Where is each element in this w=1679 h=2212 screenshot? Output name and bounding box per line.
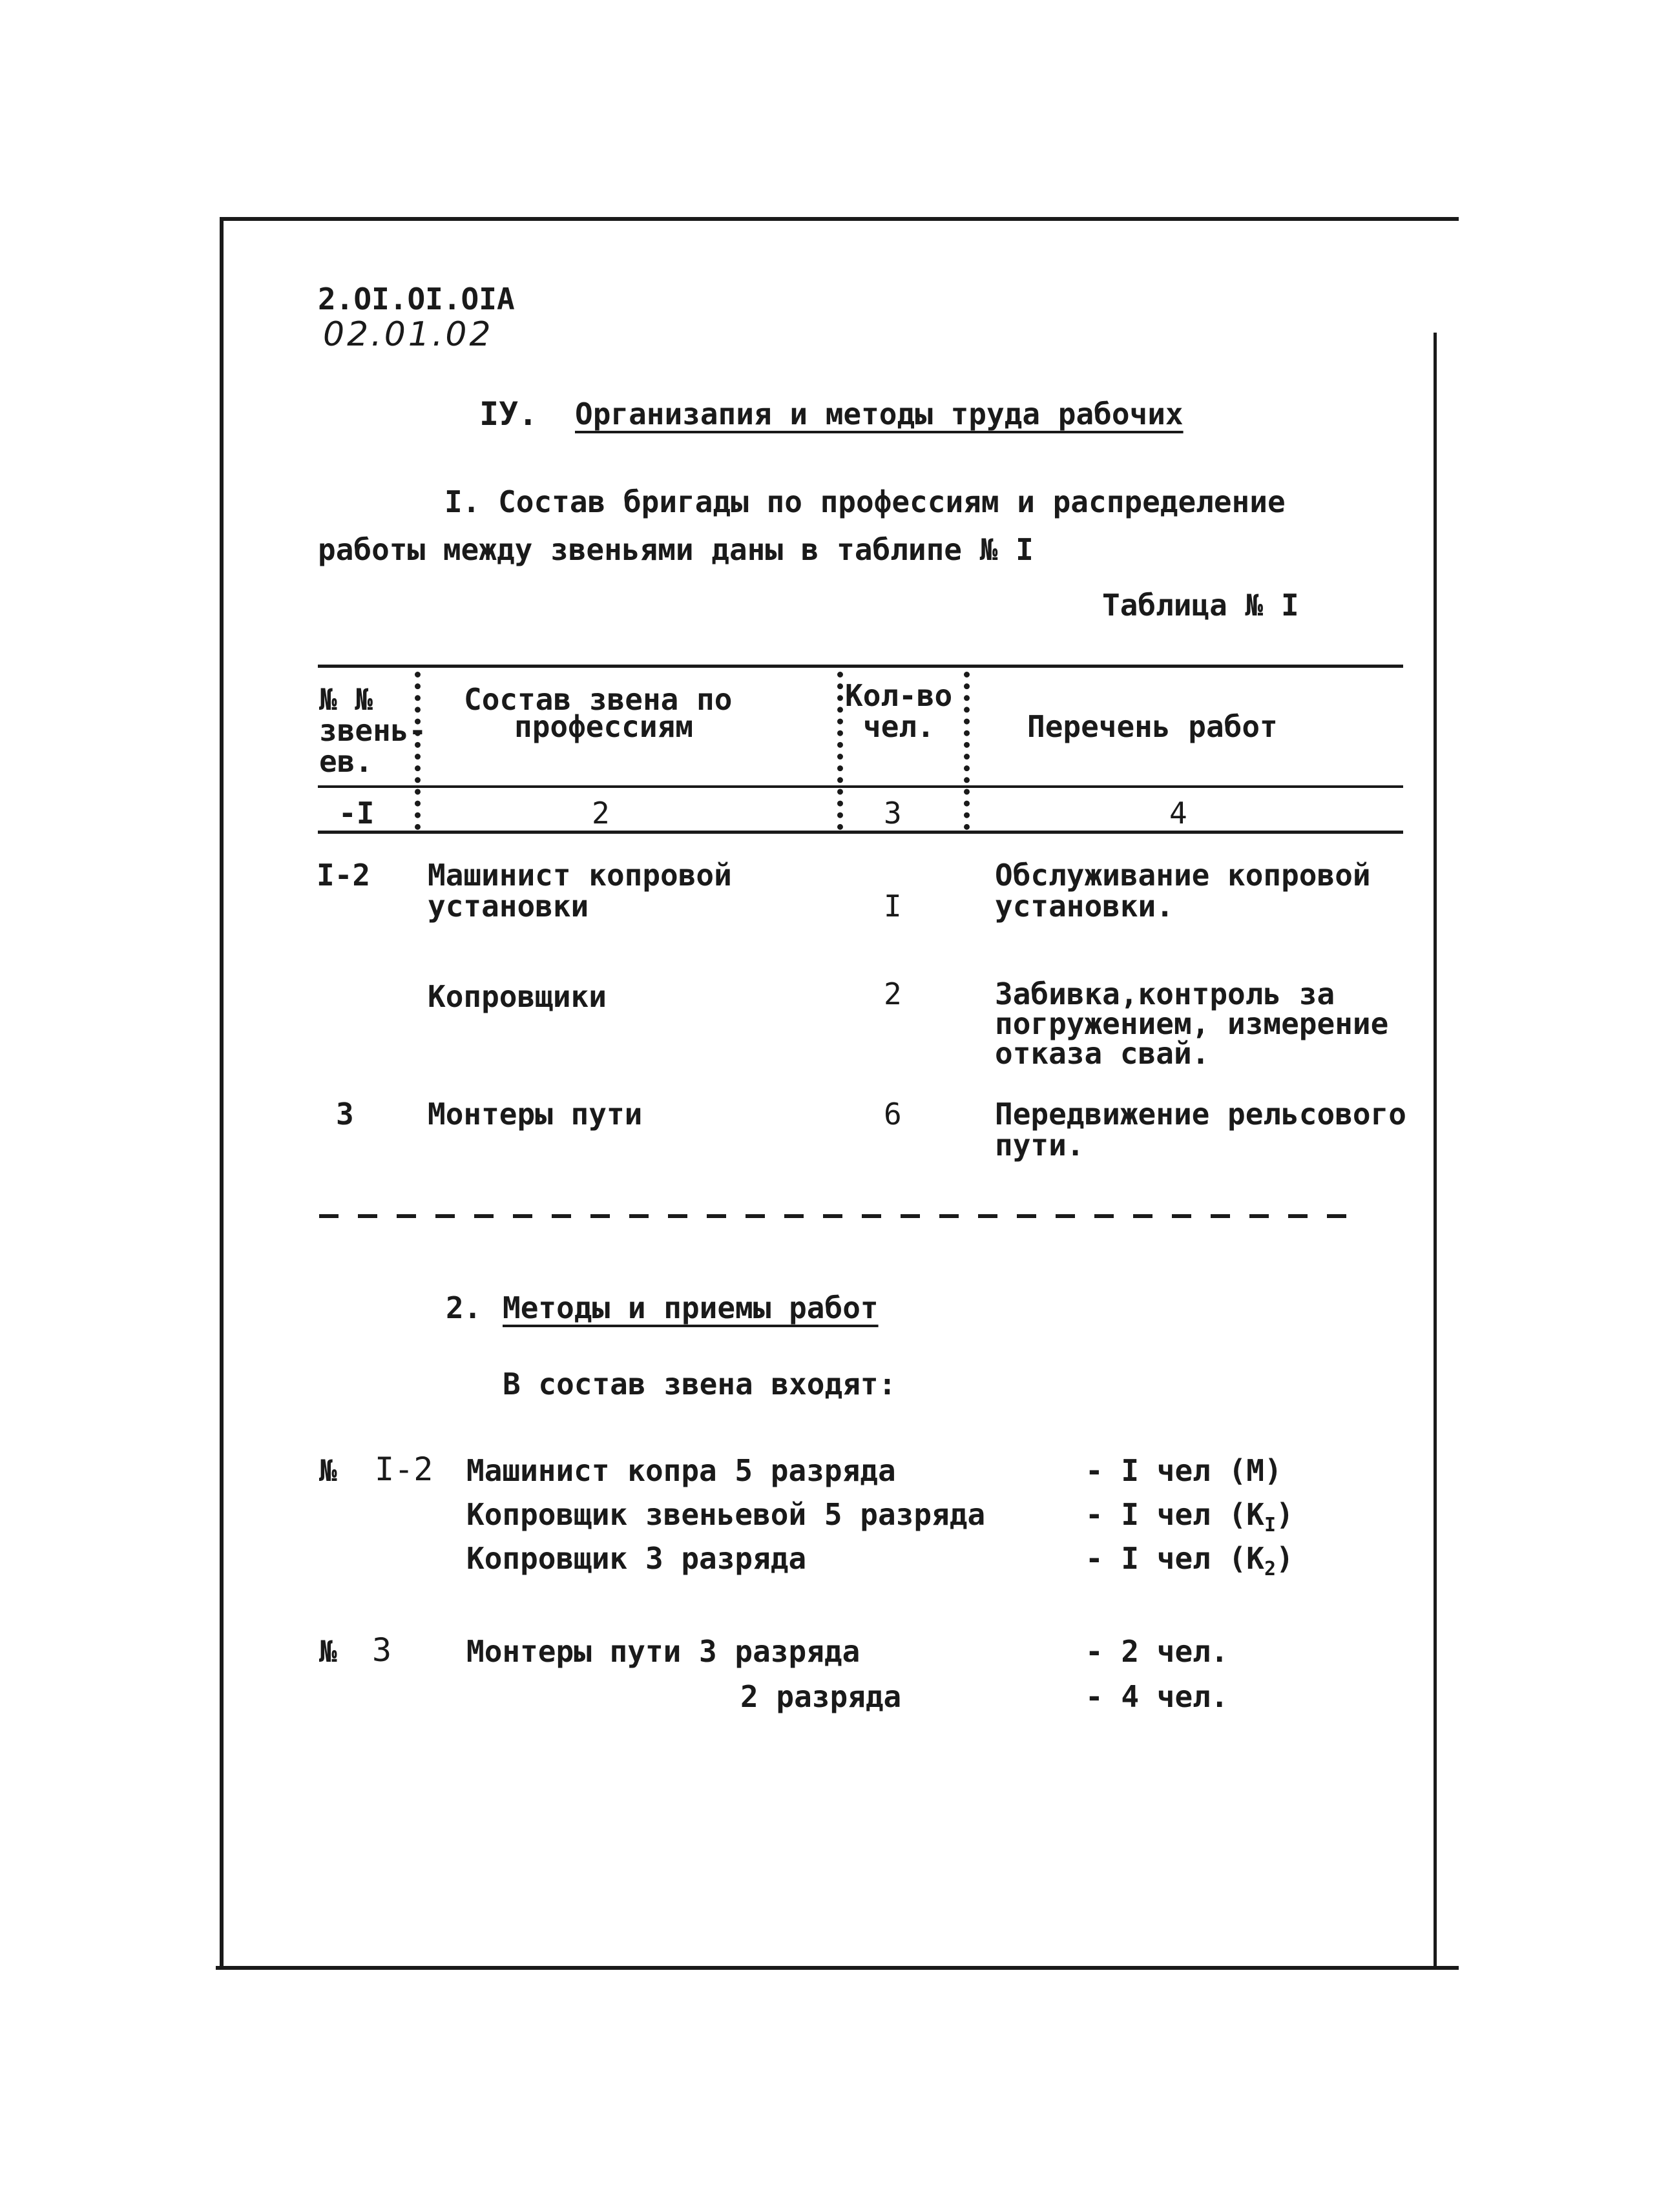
row1-works-line2: установки.: [995, 889, 1174, 924]
header-col2-line2: профессиям: [514, 709, 693, 744]
crew2-member2-qty: - 4 чел.: [1085, 1679, 1229, 1714]
row2-works-line2: погружением, измерение: [995, 1006, 1389, 1041]
row3-num: 3: [336, 1097, 354, 1132]
section-title: Организапия и методы труда рабочих: [575, 397, 1184, 431]
frame-bottom-line: [216, 1966, 1459, 1970]
crew1-label: №: [319, 1453, 337, 1488]
table-column-separator-2: [837, 672, 843, 830]
dashed-separator: [319, 1214, 1366, 1218]
header-col1-line2: звень-: [319, 713, 427, 748]
crew1-member2-qty-sub: I: [1264, 1514, 1277, 1537]
subsection-title: Методы и приемы работ: [503, 1290, 879, 1325]
crew1-member3-text: Копровщик 3 разряда: [466, 1541, 807, 1576]
table-colnum-bottom-line: [318, 831, 1403, 834]
row1-profession-line2: установки: [428, 889, 589, 924]
row3-works-line1: Передвижение рельсового: [995, 1097, 1406, 1132]
row2-works-line1: Забивка,контроль за: [995, 977, 1335, 1011]
crew2-member1-text: Монтеры пути 3 разряда: [466, 1634, 860, 1669]
crew1-member3-qty-sub: 2: [1264, 1558, 1277, 1581]
header-col3-line2: чел.: [863, 709, 935, 744]
crew1-member1-qty: - I чел (М): [1085, 1453, 1282, 1488]
crew1-num: I-2: [375, 1451, 433, 1488]
crew2-num: 3: [372, 1631, 392, 1669]
subsection-number: 2.: [446, 1290, 482, 1325]
table-column-separator-1: [415, 672, 421, 830]
table-header-bottom-line: [318, 785, 1403, 788]
document-code: 2.OI.OI.OIA: [318, 282, 515, 316]
colnum-3: 3: [884, 796, 902, 831]
row3-profession-line1: Монтеры пути: [428, 1097, 643, 1132]
crew-intro: В состав звена входят:: [503, 1367, 897, 1401]
row1-works-line1: Обслуживание копровой: [995, 858, 1371, 893]
crew2-label: №: [319, 1634, 337, 1669]
crew1-member3-qty-close: ): [1276, 1541, 1294, 1576]
row3-count: 6: [884, 1097, 902, 1132]
header-col2-line1: Состав звена по: [464, 682, 733, 717]
table-top-line: [318, 665, 1403, 668]
crew1-member2-qty-main: - I чел (К: [1085, 1497, 1264, 1532]
row2-profession-line1: Копровщики: [428, 979, 607, 1014]
row1-profession-line1: Машинист копровой: [428, 858, 732, 893]
crew1-member2-text: Копровщик звеньевой 5 разряда: [466, 1497, 986, 1532]
row3-works-line2: пути.: [995, 1128, 1085, 1163]
table-column-separator-3: [964, 672, 970, 830]
frame-right-line: [1434, 333, 1437, 1970]
crew1-member3-qty: [1085, 1541, 1294, 1580]
row2-works-line3: отказа свай.: [995, 1036, 1210, 1071]
crew1-member3-qty-main: - I чел (К: [1085, 1541, 1264, 1576]
row1-count: I: [884, 889, 902, 924]
colnum-2: 2: [592, 796, 610, 831]
frame-top-line: [220, 217, 1459, 221]
colnum-4: 4: [1169, 796, 1187, 831]
colnum-1: -I: [339, 796, 375, 831]
paragraph-line-2: работы между звеньями даны в таблипе № I: [318, 532, 1034, 567]
section-number: IУ.: [479, 395, 538, 433]
table-caption: Таблица № I: [1102, 588, 1299, 623]
header-col1-line1: № №: [319, 682, 373, 717]
crew1-member2-qty-close: ): [1276, 1497, 1294, 1532]
header-col3-line1: Кол-во: [845, 678, 953, 713]
crew2-member2-text: 2 разряда: [740, 1679, 902, 1714]
row2-count: 2: [884, 977, 902, 1011]
header-col1-line3: ев.: [319, 744, 373, 779]
crew1-member2-qty: [1085, 1497, 1294, 1536]
handwritten-date: 02.01.02: [323, 315, 494, 354]
paragraph-line-1: I. Состав бригады по профессиям и распределение: [444, 484, 1286, 519]
row1-num: I-2: [317, 858, 371, 893]
crew1-member1-text: Машинист копра 5 разряда: [466, 1453, 896, 1488]
header-col4: Перечень работ: [1027, 709, 1278, 744]
frame-left-line: [220, 217, 224, 1970]
crew2-member1-qty: - 2 чел.: [1085, 1634, 1229, 1669]
